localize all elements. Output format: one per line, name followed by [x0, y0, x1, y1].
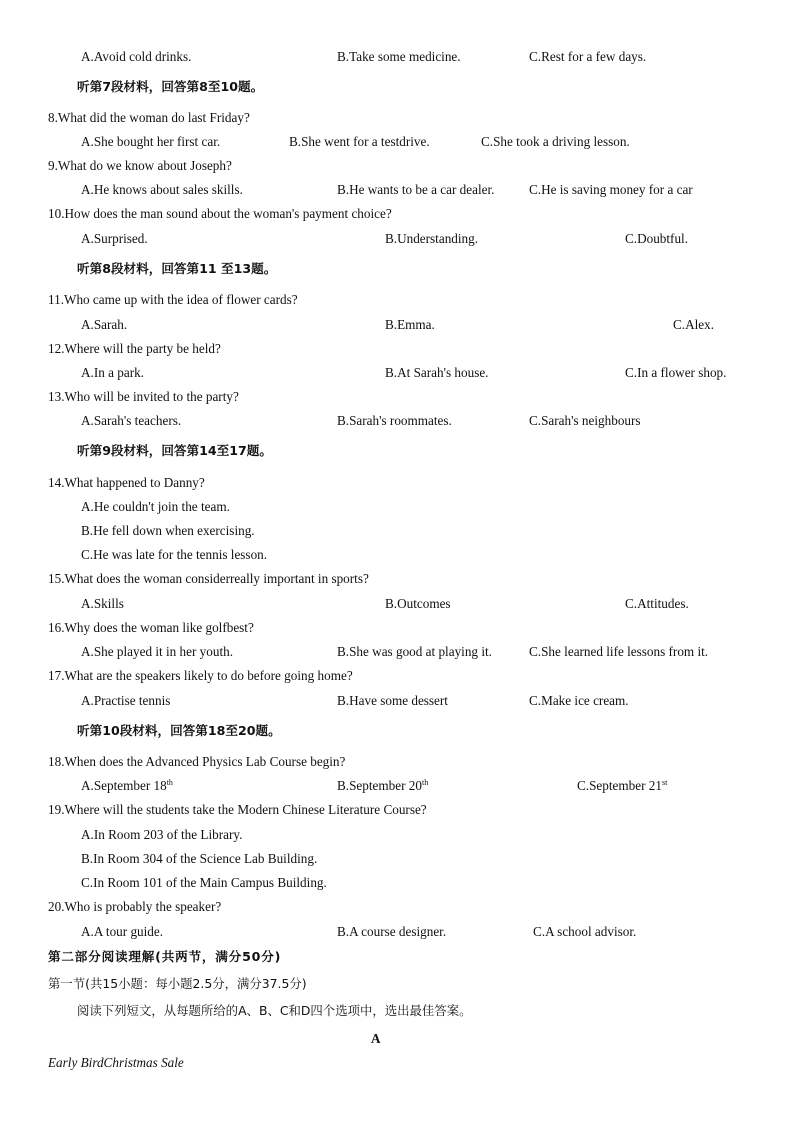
q16-option-c: C.She learned life lessons from it.	[529, 644, 709, 659]
q20-option-a: A.A tour guide.	[81, 924, 164, 939]
passage-title: Early BirdChristmas Sale	[48, 1055, 184, 1070]
q7-option-a: A.Avoid cold drinks.	[81, 49, 192, 64]
q18-option-b-text: B.September 20	[337, 778, 422, 793]
section8-heading: 听第8段材料，回答第11 至13题。	[77, 261, 277, 276]
q11-option-a: A.Sarah.	[81, 317, 128, 332]
q19-option-a: A.In Room 203 of the Library.	[81, 827, 243, 842]
q8-option-c: C.She took a driving lesson.	[481, 134, 630, 149]
q14-option-b: B.He fell down when exercising.	[81, 523, 255, 538]
q19-stem: 19.Where will the students take the Modern Chinese Literature Course?	[48, 802, 427, 817]
q8-option-a: A.She bought her first car.	[81, 134, 221, 149]
q17-option-b: B.Have some dessert	[337, 693, 448, 708]
q16-option-a: A.She played it in her youth.	[81, 644, 233, 659]
q18-option-b	[337, 778, 428, 794]
q11-option-c: C.Alex.	[673, 317, 715, 332]
part2-heading: 第二部分阅读理解(共两节，满分50分)	[48, 949, 282, 964]
q10-option-b: B.Understanding.	[385, 231, 479, 246]
q17-stem: 17.What are the speakers likely to do before going home?	[48, 668, 353, 683]
section10-heading: 听第10段材料，回答第18至20题。	[77, 723, 281, 738]
section9-heading: 听第9段材料，回答第14至17题。	[77, 443, 272, 458]
q17-option-a: A.Practise tennis	[81, 693, 171, 708]
q18-option-a-sup: th	[166, 778, 173, 787]
q20-option-c: C.A school advisor.	[533, 924, 637, 939]
q10-stem: 10.How does the man sound about the woman's payment choice?	[48, 206, 392, 221]
q19-option-c: C.In Room 101 of the Main Campus Building.	[81, 875, 327, 890]
q15-option-b: B.Outcomes	[385, 596, 451, 611]
q12-option-b: B.At Sarah's house.	[385, 365, 489, 380]
q18-option-a	[81, 778, 173, 794]
q17-option-c: C.Make ice cream.	[529, 693, 629, 708]
q10-option-c: C.Doubtful.	[625, 231, 689, 246]
q13-stem: 13.Who will be invited to the party?	[48, 389, 239, 404]
q18-option-c-text: C.September 21	[577, 778, 662, 793]
q7-option-b: B.Take some medicine.	[337, 49, 461, 64]
q12-stem: 12.Where will the party be held?	[48, 341, 221, 356]
q13-option-c: C.Sarah's neighbours	[529, 413, 641, 428]
q8-stem: 8.What did the woman do last Friday?	[48, 110, 250, 125]
q13-option-a: A.Sarah's teachers.	[81, 413, 182, 428]
instructions: 阅读下列短文，从每题所给的A、B、C和D四个选项中，选出最佳答案。	[77, 1003, 472, 1018]
section7-heading: 听第7段材料，回答第8至10题。	[77, 79, 264, 94]
q18-option-a-text: A.September 18	[81, 778, 167, 793]
q16-stem: 16.Why does the woman like golfbest?	[48, 620, 254, 635]
q11-option-b: B.Emma.	[385, 317, 435, 332]
q9-option-c: C.He is saving money for a car	[529, 182, 693, 197]
q18-stem: 18.When does the Advanced Physics Lab Course begin?	[48, 754, 346, 769]
q14-stem: 14.What happened to Danny?	[48, 475, 205, 490]
q18-option-c	[577, 778, 667, 794]
q7-option-c: C.Rest for a few days.	[529, 49, 647, 64]
q16-option-b: B.She was good at playing it.	[337, 644, 492, 659]
q13-option-b: B.Sarah's roommates.	[337, 413, 452, 428]
q9-option-b: B.He wants to be a car dealer.	[337, 182, 495, 197]
q14-option-c: C.He was late for the tennis lesson.	[81, 547, 268, 562]
q15-option-c: C.Attitudes.	[625, 596, 689, 611]
section1-heading: 第一节(共15小题：每小题2.5分，满分37.5分)	[48, 976, 307, 991]
q15-stem: 15.What does the woman considerreally important in sports?	[48, 571, 369, 586]
q18-option-b-sup: th	[421, 778, 429, 787]
passage-letter: A	[371, 1031, 381, 1046]
q9-stem: 9.What do we know about Joseph?	[48, 158, 232, 173]
q15-option-a: A.Skills	[81, 596, 124, 611]
q8-option-b: B.She went for a testdrive.	[289, 134, 430, 149]
q11-stem: 11.Who came up with the idea of flower cards?	[48, 292, 298, 307]
q12-option-c: C.In a flower shop.	[625, 365, 727, 380]
q10-option-a: A.Surprised.	[81, 231, 148, 246]
q18-option-c-sup: st	[661, 778, 668, 787]
q19-option-b: B.In Room 304 of the Science Lab Building.	[81, 851, 318, 866]
q20-option-b: B.A course designer.	[337, 924, 447, 939]
q9-option-a: A.He knows about sales skills.	[81, 182, 243, 197]
q12-option-a: A.In a park.	[81, 365, 144, 380]
q20-stem: 20.Who is probably the speaker?	[48, 899, 222, 914]
q14-option-a: A.He couldn't join the team.	[81, 499, 230, 514]
